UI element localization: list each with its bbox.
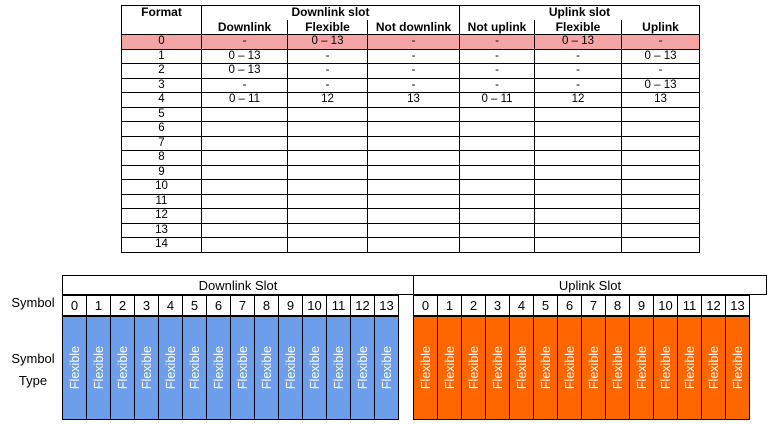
table-cell: - — [622, 64, 700, 79]
downlink-symbol-number: 8 — [254, 295, 279, 316]
downlink-symbol-numbers — [62, 295, 399, 316]
table-cell: 0 – 11 — [202, 93, 288, 108]
table-cell: - — [288, 64, 368, 79]
downlink-symbol-type-cell — [62, 316, 87, 420]
table-row — [122, 93, 700, 108]
table-cell — [202, 209, 288, 224]
table-cell — [460, 122, 535, 137]
table-cell — [288, 165, 368, 180]
table-cell — [288, 122, 368, 137]
table-row — [122, 223, 700, 238]
format-number-cell: 10 — [122, 180, 202, 195]
table-cell — [622, 165, 700, 180]
uplink-symbol-number: 12 — [701, 295, 726, 316]
uplink-symbol-type-cell — [581, 316, 606, 420]
table-cell — [535, 223, 622, 238]
table-cell — [202, 136, 288, 151]
downlink-symbol-number: 5 — [182, 295, 207, 316]
symbol-type-label: Flexible — [163, 346, 178, 390]
table-body — [122, 35, 700, 253]
symbol-type-label: Flexible — [379, 346, 394, 390]
table-cell: 13 — [368, 93, 460, 108]
table-cell — [460, 209, 535, 224]
symbol-type-label: Flexible — [331, 346, 346, 390]
table-cell — [535, 194, 622, 209]
uplink-symbol-number: 5 — [533, 295, 558, 316]
symbol-type-label: Flexible — [187, 346, 202, 390]
symbol-type-label: Flexible — [730, 346, 745, 390]
symbol-type-label: Flexible — [586, 346, 601, 390]
table-cell — [288, 194, 368, 209]
table-row — [122, 49, 700, 64]
table-cell — [460, 136, 535, 151]
symbol-type-label: Flexible — [610, 346, 625, 390]
table-cell: 0 – 13 — [202, 49, 288, 64]
table-cell: - — [368, 49, 460, 64]
table-row — [122, 64, 700, 79]
table-cell: - — [288, 49, 368, 64]
table-cell: 0 – 13 — [202, 64, 288, 79]
uplink-symbol-number: 11 — [677, 295, 702, 316]
symbol-type-label: Flexible — [706, 346, 721, 390]
uplink-symbol-number: 6 — [557, 295, 582, 316]
uplink-symbol-type-cell — [725, 316, 750, 420]
subheader-downlink: Downlink — [202, 20, 288, 35]
downlink-symbol-type-cell — [302, 316, 327, 420]
table-cell — [622, 238, 700, 253]
subheader-uplink: Uplink — [622, 20, 700, 35]
table-cell — [202, 194, 288, 209]
format-number-cell: 9 — [122, 165, 202, 180]
table-cell — [368, 194, 460, 209]
downlink-symbol-number: 1 — [86, 295, 111, 316]
table-cell — [202, 151, 288, 166]
uplink-symbol-number: 3 — [485, 295, 510, 316]
downlink-slot-header: Downlink Slot — [62, 275, 413, 295]
table-cell — [368, 180, 460, 195]
subheader-not-downlink: Not downlink — [368, 20, 460, 35]
downlink-symbol-number: 4 — [158, 295, 183, 316]
table-cell — [622, 151, 700, 166]
symbol-type-label: Flexible — [634, 346, 649, 390]
uplink-symbol-type-cell — [485, 316, 510, 420]
table-cell — [288, 180, 368, 195]
table-row — [122, 122, 700, 137]
table-row — [122, 78, 700, 93]
downlink-symbol-number: 7 — [230, 295, 255, 316]
downlink-symbol-type-cell — [158, 316, 183, 420]
table-cell — [535, 209, 622, 224]
table-cell: - — [368, 35, 460, 50]
symbol-type-label: Flexible — [259, 346, 274, 390]
table-cell — [202, 180, 288, 195]
table-cell — [288, 136, 368, 151]
symbol-type-row-label: Symbol Type — [11, 351, 55, 388]
table-cell: 0 – 13 — [288, 35, 368, 50]
format-number-cell: 11 — [122, 194, 202, 209]
uplink-symbol-number: 4 — [509, 295, 534, 316]
uplink-symbol-type-cell — [413, 316, 438, 420]
symbol-type-label: Flexible — [355, 346, 370, 390]
table-cell — [202, 238, 288, 253]
downlink-symbol-type-cell — [374, 316, 399, 420]
subheader-flexible-ul: Flexible — [535, 20, 622, 35]
downlink-symbol-type-cell — [182, 316, 207, 420]
uplink-symbol-type-cell — [629, 316, 654, 420]
table-cell: - — [622, 35, 700, 50]
table-cell: 13 — [622, 93, 700, 108]
table-cell — [535, 180, 622, 195]
symbol-type-label: Flexible — [235, 346, 250, 390]
table-cell — [288, 107, 368, 122]
downlink-symbol-number: 3 — [134, 295, 159, 316]
symbol-type-label: Flexible — [307, 346, 322, 390]
table-cell — [622, 194, 700, 209]
table-cell — [535, 136, 622, 151]
format-number-cell: 1 — [122, 49, 202, 64]
table-cell — [535, 107, 622, 122]
symbol-type-label: Flexible — [283, 346, 298, 390]
table-cell — [622, 180, 700, 195]
table-cell — [460, 180, 535, 195]
downlink-symbol-type-cell — [206, 316, 231, 420]
slot-symbol-diagram — [4, 275, 767, 420]
symbol-type-label: Flexible — [211, 346, 226, 390]
format-number-cell: 8 — [122, 151, 202, 166]
table-cell — [460, 238, 535, 253]
downlink-symbol-number: 6 — [206, 295, 231, 316]
uplink-symbol-type-cell — [653, 316, 678, 420]
table-cell: 0 – 13 — [535, 35, 622, 50]
format-number-cell: 4 — [122, 93, 202, 108]
table-cell: 0 – 11 — [460, 93, 535, 108]
uplink-symbol-number: 8 — [605, 295, 630, 316]
format-column-header: Format — [122, 6, 202, 35]
table-cell: 12 — [288, 93, 368, 108]
downlink-symbol-type-cell — [254, 316, 279, 420]
uplink-symbol-number: 0 — [413, 295, 438, 316]
uplink-symbol-number: 2 — [461, 295, 486, 316]
downlink-symbol-number: 2 — [110, 295, 135, 316]
table-cell: 0 – 13 — [622, 78, 700, 93]
symbol-type-label: Flexible — [442, 346, 457, 390]
table-cell — [460, 165, 535, 180]
table-cell: - — [368, 64, 460, 79]
uplink-symbol-type-cell — [437, 316, 462, 420]
table-cell — [622, 223, 700, 238]
table-row — [122, 180, 700, 195]
uplink-symbol-number: 10 — [653, 295, 678, 316]
table-cell — [202, 107, 288, 122]
symbol-type-label: Flexible — [562, 346, 577, 390]
uplink-symbol-number: 9 — [629, 295, 654, 316]
symbol-type-label: Flexible — [91, 346, 106, 390]
table-cell: - — [460, 64, 535, 79]
symbol-type-label: Flexible — [514, 346, 529, 390]
table-cell — [368, 107, 460, 122]
symbol-type-label: Flexible — [682, 346, 697, 390]
uplink-symbol-type-cell — [509, 316, 534, 420]
table-cell — [535, 122, 622, 137]
table-cell — [202, 165, 288, 180]
symbol-type-label: Flexible — [67, 346, 82, 390]
uplink-slot-header: Uplink Slot — [413, 275, 767, 295]
uplink-symbol-type-cell — [677, 316, 702, 420]
table-row — [122, 136, 700, 151]
table-cell: - — [460, 35, 535, 50]
table-cell — [622, 122, 700, 137]
format-number-cell: 5 — [122, 107, 202, 122]
table-cell — [368, 165, 460, 180]
format-number-cell: 14 — [122, 238, 202, 253]
symbol-type-label: Flexible — [139, 346, 154, 390]
downlink-symbol-type-cell — [134, 316, 159, 420]
table-cell: - — [202, 35, 288, 50]
downlink-symbol-type-cell — [110, 316, 135, 420]
downlink-symbol-number: 9 — [278, 295, 303, 316]
table-cell: - — [460, 78, 535, 93]
symbol-row-label: Symbol — [11, 295, 55, 310]
downlink-symbol-type-cell — [326, 316, 351, 420]
table-cell — [368, 136, 460, 151]
format-number-cell: 7 — [122, 136, 202, 151]
downlink-symbol-number: 13 — [374, 295, 399, 316]
downlink-symbol-number: 0 — [62, 295, 87, 316]
format-number-cell: 6 — [122, 122, 202, 137]
table-row — [122, 151, 700, 166]
table-cell: - — [535, 49, 622, 64]
table-row — [122, 238, 700, 253]
table-cell — [202, 122, 288, 137]
table-cell — [622, 136, 700, 151]
table-cell: - — [535, 78, 622, 93]
table-cell: - — [535, 64, 622, 79]
table-cell — [460, 151, 535, 166]
table-row — [122, 209, 700, 224]
table-cell — [535, 238, 622, 253]
table-cell — [288, 151, 368, 166]
format-number-cell: 13 — [122, 223, 202, 238]
table-cell — [202, 223, 288, 238]
table-cell — [535, 151, 622, 166]
table-row — [122, 194, 700, 209]
downlink-symbol-number: 12 — [350, 295, 375, 316]
symbol-type-label: Flexible — [490, 346, 505, 390]
uplink-symbol-number: 7 — [581, 295, 606, 316]
table-cell: - — [460, 49, 535, 64]
symbol-type-label: Flexible — [658, 346, 673, 390]
table-cell: 12 — [535, 93, 622, 108]
table-cell — [460, 194, 535, 209]
table-row — [122, 165, 700, 180]
downlink-symbol-types — [62, 316, 399, 420]
uplink-symbol-type-cell — [701, 316, 726, 420]
downlink-symbol-type-cell — [278, 316, 303, 420]
table-cell: - — [368, 78, 460, 93]
table-cell: - — [288, 78, 368, 93]
format-number-cell: 0 — [122, 35, 202, 50]
downlink-symbol-number: 11 — [326, 295, 351, 316]
symbol-type-label: Flexible — [538, 346, 553, 390]
format-number-cell: 2 — [122, 64, 202, 79]
table-cell — [288, 238, 368, 253]
table-cell — [368, 223, 460, 238]
table-cell — [460, 107, 535, 122]
table-cell — [622, 209, 700, 224]
table-row — [122, 35, 700, 50]
table-cell — [288, 209, 368, 224]
table-cell: - — [202, 78, 288, 93]
uplink-symbol-types — [413, 316, 750, 420]
table-cell: 0 – 13 — [622, 49, 700, 64]
table-cell — [288, 223, 368, 238]
downlink-symbol-type-cell — [230, 316, 255, 420]
uplink-symbol-number: 13 — [725, 295, 750, 316]
table-cell — [368, 151, 460, 166]
symbol-type-label: Flexible — [466, 346, 481, 390]
format-number-cell: 3 — [122, 78, 202, 93]
uplink-symbol-type-cell — [533, 316, 558, 420]
symbol-type-label: Flexible — [418, 346, 433, 390]
downlink-symbol-type-cell — [350, 316, 375, 420]
table-cell — [535, 165, 622, 180]
table-cell — [460, 223, 535, 238]
uplink-slot-group-header: Uplink slot — [460, 6, 700, 21]
subheader-not-uplink: Not uplink — [460, 20, 535, 35]
uplink-symbol-number: 1 — [437, 295, 462, 316]
downlink-symbol-number: 10 — [302, 295, 327, 316]
subheader-flexible-dl: Flexible — [288, 20, 368, 35]
downlink-slot-group-header: Downlink slot — [202, 6, 460, 21]
uplink-symbol-type-cell — [557, 316, 582, 420]
slot-format-table — [121, 5, 700, 253]
table-cell — [368, 122, 460, 137]
format-number-cell: 12 — [122, 209, 202, 224]
table-cell — [622, 107, 700, 122]
table-row — [122, 107, 700, 122]
uplink-symbol-type-cell — [605, 316, 630, 420]
uplink-symbol-numbers — [413, 295, 750, 316]
downlink-symbol-type-cell — [86, 316, 111, 420]
table-cell — [368, 209, 460, 224]
table-cell — [368, 238, 460, 253]
symbol-type-label: Flexible — [115, 346, 130, 390]
uplink-symbol-type-cell — [461, 316, 486, 420]
